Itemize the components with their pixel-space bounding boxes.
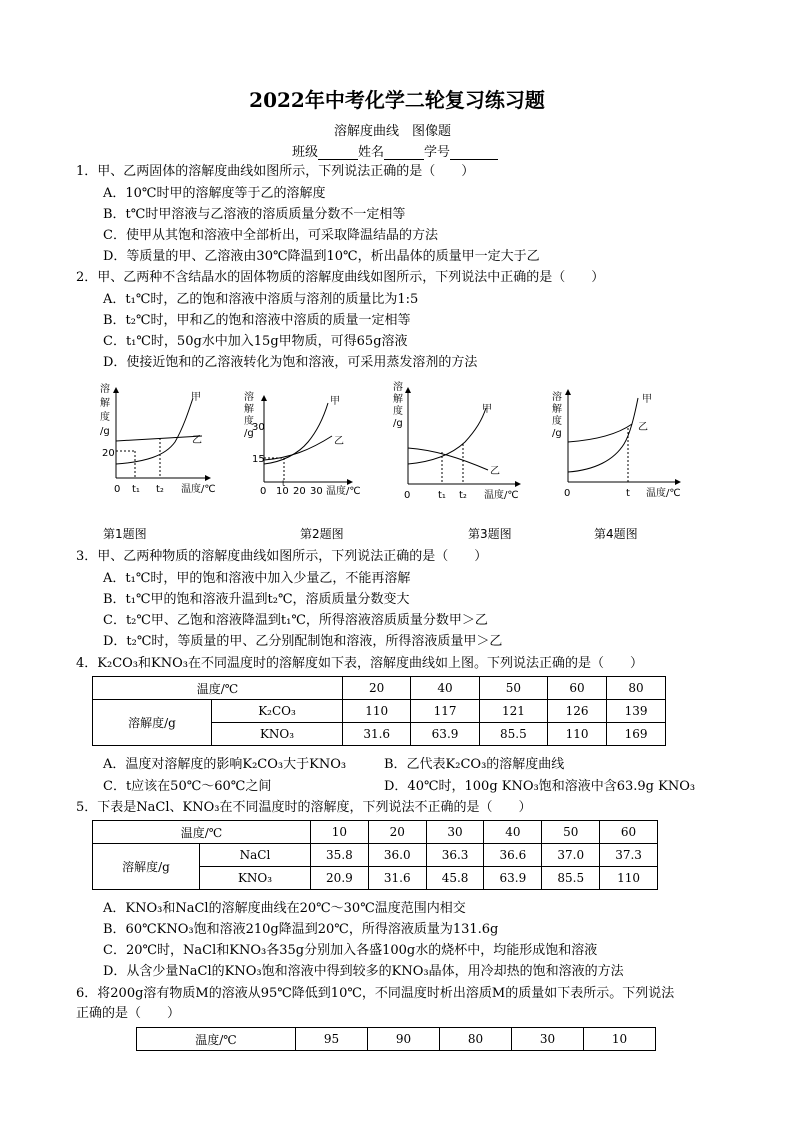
q5-table xyxy=(92,820,658,890)
q5-cell: 85.5 xyxy=(542,867,600,890)
fig1-curve-jia xyxy=(116,398,193,464)
q3-stem: 3．甲、乙两种物质的溶解度曲线如图所示，下列说法正确的是（ ） xyxy=(76,549,488,564)
q4-cell: 85.5 xyxy=(479,723,547,746)
fig3-xtick-t1: t₁ xyxy=(438,490,446,501)
q5-temp: 60 xyxy=(600,821,658,844)
table-row xyxy=(137,1028,656,1051)
class-label: 班级 xyxy=(292,145,319,160)
fig1-ylabel-3: 度 xyxy=(100,412,110,423)
q2-stem: 2．甲、乙两种不含结晶水的固体物质的溶解度曲线如图所示，下列说法中正确的是（ ） xyxy=(76,270,605,285)
q5-temp: 10 xyxy=(311,821,369,844)
fig4-xtick-t: t xyxy=(626,488,630,499)
fig3-label-jia: 甲 xyxy=(482,404,492,415)
q5-temp: 40 xyxy=(484,821,542,844)
fig4-ylabel-2: 解 xyxy=(552,404,562,415)
figure-3 xyxy=(393,380,520,541)
id-label: 学号 xyxy=(424,145,451,160)
q1-stem: 1．甲、乙两固体的溶解度曲线如图所示，下列说法正确的是（ ） xyxy=(76,164,475,179)
q4-option-d[interactable]: D．40℃时，100g KNO₃饱和溶液中含63.9g KNO₃ xyxy=(384,779,696,794)
q5-cell: 45.8 xyxy=(426,867,484,890)
fig3-ylabel-2: 解 xyxy=(393,394,403,405)
q6-temp-label: 温度/℃ xyxy=(137,1028,296,1051)
fig1-curve-yi xyxy=(116,436,202,441)
q6-table xyxy=(136,1027,656,1051)
student-info xyxy=(292,141,498,160)
fig2-label-jia: 甲 xyxy=(330,396,340,407)
q5-cell: 36.3 xyxy=(426,844,484,867)
q6-temp: 80 xyxy=(440,1028,512,1051)
q4-temp: 40 xyxy=(411,677,479,700)
q5-cell: 31.6 xyxy=(368,867,426,890)
fig2-xtick-20: 20 xyxy=(293,486,306,497)
fig2-label-yi: 乙 xyxy=(334,436,344,447)
fig4-curve-yi xyxy=(568,424,632,442)
q4-cell: 110 xyxy=(548,723,607,746)
fig1-label-yi: 乙 xyxy=(192,435,202,446)
q5-cell: 20.9 xyxy=(311,867,369,890)
q1-option-b[interactable]: B．t℃时甲溶液与乙溶液的溶质质量分数不一定相等 xyxy=(103,207,406,222)
q4-temp: 80 xyxy=(607,677,666,700)
fig2-caption: 第2题图 xyxy=(300,527,344,541)
fig2-curve-jia xyxy=(264,403,328,464)
fig2-xtick-0: 0 xyxy=(260,486,267,497)
fig2-curve-yi xyxy=(264,436,332,460)
q5-option-a[interactable]: A．KNO₃和NaCl的溶解度曲线在20℃～30℃温度范围内相交 xyxy=(103,901,466,916)
fig2-t-label: t xyxy=(282,479,286,488)
q6-stem-line2: 正确的是（ ） xyxy=(76,1006,181,1021)
q5-cell: 36.0 xyxy=(368,844,426,867)
q4-sol-label: 溶解度/g xyxy=(93,700,212,746)
table-row xyxy=(93,677,666,700)
table-row xyxy=(93,700,666,723)
fig1-caption: 第1题图 xyxy=(103,527,147,541)
fig4-ylabel-4: /g xyxy=(552,428,562,439)
q1-option-a[interactable]: A．10℃时甲的溶解度等于乙的溶解度 xyxy=(103,186,326,201)
q4-cell: 31.6 xyxy=(343,723,411,746)
fig3-xlabel: 温度/℃ xyxy=(484,490,519,501)
q5-cell: 35.8 xyxy=(311,844,369,867)
q5-temp: 30 xyxy=(426,821,484,844)
q5-stem: 5．下表是NaCl、KNO₃在不同温度时的溶解度，下列说法不正确的是（ ） xyxy=(76,800,532,815)
figures-row xyxy=(90,378,750,541)
fig2-ylabel-3: 度 xyxy=(244,416,254,427)
q1-option-d[interactable]: D．等质量的甲、乙溶液由30℃降温到10℃，析出晶体的质量甲一定大于乙 xyxy=(103,249,540,264)
q5-option-c[interactable]: C．20℃时，NaCl和KNO₃各35g分别加入各盛100g水的烧杯中，均能形成饱和溶液 xyxy=(103,943,598,958)
q5-option-d[interactable]: D．从含少量NaCl的KNO₃饱和溶液中得到较多的KNO₃晶体，用冷却热的饱和溶液的方法 xyxy=(103,964,624,979)
fig3-label-yi: 乙 xyxy=(490,466,500,477)
fig3-ylabel-4: /g xyxy=(393,418,403,429)
fig1-label-jia: 甲 xyxy=(191,392,201,403)
q6-temp: 95 xyxy=(296,1028,368,1051)
subtitle: 溶解度曲线 图像题 xyxy=(334,124,452,139)
q4-temp: 60 xyxy=(548,677,607,700)
q4-temp: 20 xyxy=(343,677,411,700)
q2-option-c[interactable]: C．t₁℃时，50g水中加入15g甲物质，可得65g溶液 xyxy=(103,334,408,349)
table-row xyxy=(93,821,658,844)
fig3-ylabel-3: 度 xyxy=(393,406,403,417)
q4-cell: 63.9 xyxy=(411,723,479,746)
q5-cell: 37.3 xyxy=(600,844,658,867)
q5-cell: 110 xyxy=(600,867,658,890)
fig4-caption: 第4题图 xyxy=(594,527,638,541)
fig2-ylabel-1: 溶 xyxy=(244,392,254,403)
q4-cell: 121 xyxy=(479,700,547,723)
q4-table xyxy=(92,676,666,746)
fig3-curve-yi xyxy=(408,448,488,470)
fig3-xtick-t2: t₂ xyxy=(459,490,467,501)
q6-temp: 10 xyxy=(584,1028,656,1051)
q4-cell: 110 xyxy=(343,700,411,723)
q3-option-c[interactable]: C．t₂℃甲、乙饱和溶液降温到t₁℃，所得溶液溶质质量分数甲＞乙 xyxy=(103,613,488,628)
q5-cell: 63.9 xyxy=(484,867,542,890)
fig4-xlabel: 温度/℃ xyxy=(646,488,681,499)
figure-2 xyxy=(244,390,361,541)
fig1-ylabel-4: /g xyxy=(100,426,110,437)
q5-option-b[interactable]: B．60℃KNO₃饱和溶液210g降温到20℃，所得溶液质量为131.6g xyxy=(103,922,499,937)
q6-stem-line1: 6．将200g溶有物质M的溶液从95℃降低到10℃，不同温度时析出溶质M的质量如下表所示。下列说法 xyxy=(76,986,675,1001)
page-title: 2022年中考化学二轮复习练习题 xyxy=(249,88,545,112)
q4-stem: 4．K₂CO₃和KNO₃在不同温度时的溶解度如下表，溶解度曲线如上图。下列说法正确的是（ ） xyxy=(76,656,643,671)
q5-sol-label: 溶解度/g xyxy=(93,844,200,890)
table-row xyxy=(93,844,658,867)
fig2-tick-30: 30 xyxy=(252,422,265,433)
fig2-ylabel-4: /g xyxy=(244,428,254,439)
fig1-xtick-t2: t₂ xyxy=(156,484,164,495)
q5-temp: 50 xyxy=(542,821,600,844)
q4-cell: 126 xyxy=(548,700,607,723)
id-blank[interactable] xyxy=(450,159,498,160)
fig2-ylabel-2: 解 xyxy=(244,404,254,415)
fig3-caption: 第3题图 xyxy=(468,527,512,541)
q4-row-name: K₂CO₃ xyxy=(212,700,343,723)
fig1-tick-20: 20 xyxy=(102,448,115,459)
q6-temp: 90 xyxy=(368,1028,440,1051)
fig4-ylabel-3: 度 xyxy=(552,416,562,427)
q4-option-a[interactable]: A．温度对溶解度的影响K₂CO₃大于KNO₃ xyxy=(103,757,347,772)
name-blank[interactable] xyxy=(384,159,424,160)
q5-temp: 20 xyxy=(368,821,426,844)
name-label: 姓名 xyxy=(358,145,385,160)
q2-option-d[interactable]: D．使接近饱和的乙溶液转化为饱和溶液，可采用蒸发溶剂的方法 xyxy=(103,355,478,370)
fig3-xtick-0: 0 xyxy=(404,490,411,501)
fig1-xtick-0: 0 xyxy=(114,484,121,495)
q4-cell: 117 xyxy=(411,700,479,723)
fig1-ylabel-2: 解 xyxy=(100,398,110,409)
q5-row-name: NaCl xyxy=(200,844,311,867)
fig4-ylabel-1: 溶 xyxy=(552,392,562,403)
q5-row-name: KNO₃ xyxy=(200,867,311,890)
q4-option-b[interactable]: B．乙代表K₂CO₃的溶解度曲线 xyxy=(384,757,565,772)
figure-1 xyxy=(100,382,216,541)
fig3-ylabel-1: 溶 xyxy=(393,382,403,393)
q4-cell: 139 xyxy=(607,700,666,723)
q4-option-c[interactable]: C．t应该在50℃～60℃之间 xyxy=(103,779,272,794)
figure-4 xyxy=(552,390,681,541)
q2-option-a[interactable]: A．t₁℃时，乙的饱和溶液中溶质与溶剂的质量比为1:5 xyxy=(103,292,419,307)
q2-option-b[interactable]: B．t₂℃时，甲和乙的饱和溶液中溶质的质量一定相等 xyxy=(103,313,411,328)
q4-cell: 169 xyxy=(607,723,666,746)
fig4-label-yi: 乙 xyxy=(638,422,648,433)
fig4-label-jia: 甲 xyxy=(642,394,652,405)
fig1-xtick-t1: t₁ xyxy=(132,484,140,495)
q3-option-d[interactable]: D．t₂℃时，等质量的甲、乙分别配制饱和溶液，所得溶液质量甲＞乙 xyxy=(103,634,503,649)
q4-temp-label: 温度/℃ xyxy=(93,677,343,700)
q4-row-name: KNO₃ xyxy=(212,723,343,746)
fig4-xtick-0: 0 xyxy=(564,488,571,499)
q1-option-c[interactable]: C．使甲从其饱和溶液中全部析出，可采取降温结晶的方法 xyxy=(103,228,438,243)
q5-cell: 36.6 xyxy=(484,844,542,867)
q5-cell: 37.0 xyxy=(542,844,600,867)
q3-option-b[interactable]: B．t₁℃甲的饱和溶液升温到t₂℃，溶质质量分数变大 xyxy=(103,592,410,607)
fig2-tick-15: 15 xyxy=(252,454,265,465)
q6-temp: 30 xyxy=(512,1028,584,1051)
fig2-xtick-10: 10 xyxy=(276,486,289,497)
q4-temp: 50 xyxy=(479,677,547,700)
q5-temp-label: 温度/℃ xyxy=(93,821,311,844)
fig1-xlabel: 温度/℃ xyxy=(181,484,216,495)
class-blank[interactable] xyxy=(318,159,358,160)
fig1-ylabel-1: 溶 xyxy=(100,384,110,395)
fig2-xlabel: 温度/℃ xyxy=(326,486,361,497)
fig2-xtick-30: 30 xyxy=(310,486,323,497)
q3-option-a[interactable]: A．t₁℃时，甲的饱和溶液中加入少量乙，不能再溶解 xyxy=(103,571,411,586)
